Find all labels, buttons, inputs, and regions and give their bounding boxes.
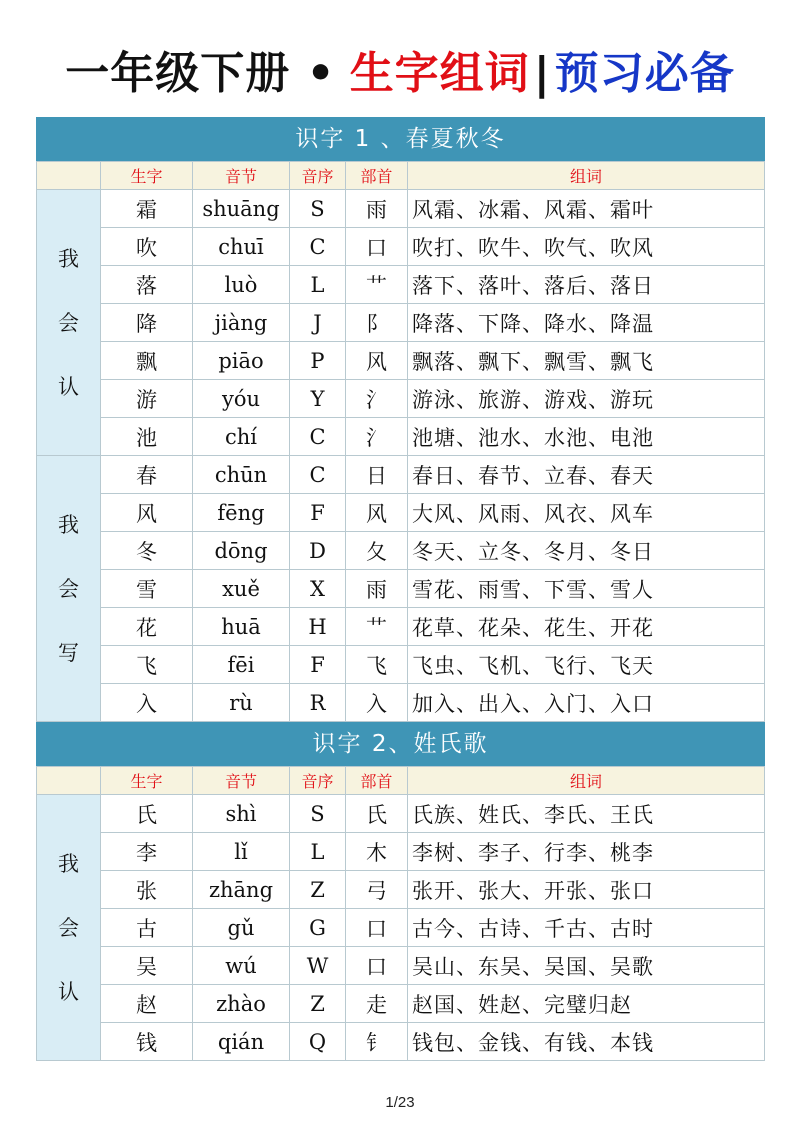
cell-order: H — [290, 608, 346, 646]
cell-pinyin: rù — [193, 684, 290, 722]
vocab-sheet — [36, 117, 765, 1061]
table-row — [37, 684, 765, 722]
cell-pinyin: shì — [193, 795, 290, 833]
group-label-char: 我 — [58, 512, 79, 537]
table-row — [37, 494, 765, 532]
cell-words: 李树、李子、行李、桃李 — [408, 833, 765, 871]
cell-pinyin: wú — [193, 947, 290, 985]
cell-words: 雪花、雨雪、下雪、雪人 — [408, 570, 765, 608]
cell-radical: 口 — [346, 947, 408, 985]
table-row — [37, 532, 765, 570]
cell-order: W — [290, 947, 346, 985]
cell-pinyin: lǐ — [193, 833, 290, 871]
cell-char: 李 — [101, 833, 193, 871]
header-corner — [37, 162, 101, 190]
group-label-char: 会 — [58, 310, 79, 335]
cell-words: 风霜、冰霜、风霜、霜叶 — [408, 190, 765, 228]
table-row — [37, 1023, 765, 1061]
cell-pinyin: jiàng — [193, 304, 290, 342]
table-row — [37, 795, 765, 833]
group-label-char: 认 — [58, 979, 79, 1004]
cell-order: G — [290, 909, 346, 947]
cell-radical: 飞 — [346, 646, 408, 684]
table-row — [37, 190, 765, 228]
table-row — [37, 871, 765, 909]
table-row — [37, 380, 765, 418]
cell-char: 钱 — [101, 1023, 193, 1061]
cell-words: 吴山、东吴、吴国、吴歌 — [408, 947, 765, 985]
title-topic: 生字组词 — [349, 48, 530, 99]
cell-pinyin: yóu — [193, 380, 290, 418]
cell-radical: 弓 — [346, 871, 408, 909]
title-subtitle: 预习必备 — [554, 48, 735, 99]
cell-char: 雪 — [101, 570, 193, 608]
header-pinyin: 音节 — [193, 767, 290, 795]
table-row — [37, 266, 765, 304]
cell-words: 飘落、飘下、飘雪、飘飞 — [408, 342, 765, 380]
cell-order: F — [290, 494, 346, 532]
cell-words: 池塘、池水、水池、电池 — [408, 418, 765, 456]
cell-radical: 艹 — [346, 266, 408, 304]
header-char: 生字 — [101, 162, 193, 190]
title-separator: | — [533, 48, 551, 99]
cell-char: 游 — [101, 380, 193, 418]
section-title: 识字 2、姓氏歌 — [36, 722, 765, 766]
cell-char: 飘 — [101, 342, 193, 380]
cell-words: 吹打、吹牛、吹气、吹风 — [408, 228, 765, 266]
cell-char: 古 — [101, 909, 193, 947]
cell-order: Y — [290, 380, 346, 418]
cell-char: 吹 — [101, 228, 193, 266]
cell-radical: 入 — [346, 684, 408, 722]
cell-radical: 氵 — [346, 380, 408, 418]
cell-order: F — [290, 646, 346, 684]
table-row — [37, 342, 765, 380]
table-row — [37, 646, 765, 684]
cell-char: 赵 — [101, 985, 193, 1023]
table-row — [37, 418, 765, 456]
table-row — [37, 608, 765, 646]
cell-char: 氏 — [101, 795, 193, 833]
cell-order: C — [290, 228, 346, 266]
cell-words: 春日、春节、立春、春天 — [408, 456, 765, 494]
table-row — [37, 947, 765, 985]
header-words: 组词 — [408, 162, 765, 190]
cell-char: 张 — [101, 871, 193, 909]
cell-char: 吴 — [101, 947, 193, 985]
header-order: 音序 — [290, 767, 346, 795]
cell-words: 降落、下降、降水、降温 — [408, 304, 765, 342]
cell-order: R — [290, 684, 346, 722]
cell-words: 飞虫、飞机、飞行、飞天 — [408, 646, 765, 684]
header-order: 音序 — [290, 162, 346, 190]
cell-radical: 口 — [346, 228, 408, 266]
cell-char: 风 — [101, 494, 193, 532]
cell-order: S — [290, 795, 346, 833]
cell-words: 钱包、金钱、有钱、本钱 — [408, 1023, 765, 1061]
cell-radical: 艹 — [346, 608, 408, 646]
cell-pinyin: dōng — [193, 532, 290, 570]
group-label-char: 我 — [58, 851, 79, 876]
title-grade: 一年级下册 • — [65, 48, 336, 99]
vocab-table — [36, 161, 765, 722]
cell-char: 霜 — [101, 190, 193, 228]
cell-order: J — [290, 304, 346, 342]
cell-pinyin: fēng — [193, 494, 290, 532]
header-words: 组词 — [408, 767, 765, 795]
cell-words: 赵国、姓赵、完璧归赵 — [408, 985, 765, 1023]
cell-radical: 夂 — [346, 532, 408, 570]
cell-pinyin: zhāng — [193, 871, 290, 909]
table-row — [37, 985, 765, 1023]
cell-pinyin: piāo — [193, 342, 290, 380]
cell-char: 入 — [101, 684, 193, 722]
cell-order: C — [290, 418, 346, 456]
cell-radical: 日 — [346, 456, 408, 494]
cell-radical: 钅 — [346, 1023, 408, 1061]
cell-words: 加入、出入、入门、入口 — [408, 684, 765, 722]
cell-pinyin: huā — [193, 608, 290, 646]
cell-pinyin: chí — [193, 418, 290, 456]
cell-radical: 雨 — [346, 570, 408, 608]
cell-radical: 氏 — [346, 795, 408, 833]
group-label-char: 认 — [58, 374, 79, 399]
cell-order: L — [290, 833, 346, 871]
cell-order: C — [290, 456, 346, 494]
table-row — [37, 570, 765, 608]
cell-char: 落 — [101, 266, 193, 304]
cell-words: 氏族、姓氏、李氏、王氏 — [408, 795, 765, 833]
cell-radical: 风 — [346, 342, 408, 380]
cell-char: 降 — [101, 304, 193, 342]
cell-pinyin: xuě — [193, 570, 290, 608]
header-char: 生字 — [101, 767, 193, 795]
cell-pinyin: fēi — [193, 646, 290, 684]
cell-radical: 走 — [346, 985, 408, 1023]
cell-order: D — [290, 532, 346, 570]
cell-pinyin: zhào — [193, 985, 290, 1023]
page-title — [0, 44, 800, 104]
cell-pinyin: chūn — [193, 456, 290, 494]
cell-pinyin: chuī — [193, 228, 290, 266]
group-label — [37, 456, 101, 722]
cell-pinyin: qián — [193, 1023, 290, 1061]
cell-radical: 木 — [346, 833, 408, 871]
cell-radical: 阝 — [346, 304, 408, 342]
sheet-content — [36, 117, 765, 1061]
header-radical: 部首 — [346, 767, 408, 795]
cell-order: S — [290, 190, 346, 228]
cell-char: 冬 — [101, 532, 193, 570]
group-label-char: 会 — [58, 915, 79, 940]
cell-pinyin: shuāng — [193, 190, 290, 228]
cell-words: 大风、风雨、风衣、风车 — [408, 494, 765, 532]
cell-radical: 氵 — [346, 418, 408, 456]
cell-words: 张开、张大、开张、张口 — [408, 871, 765, 909]
table-row — [37, 228, 765, 266]
group-label — [37, 795, 101, 1061]
cell-order: P — [290, 342, 346, 380]
cell-words: 古今、古诗、千古、古时 — [408, 909, 765, 947]
table-row — [37, 909, 765, 947]
table-row — [37, 456, 765, 494]
cell-words: 花草、花朵、花生、开花 — [408, 608, 765, 646]
header-pinyin: 音节 — [193, 162, 290, 190]
table-row — [37, 304, 765, 342]
table-row — [37, 833, 765, 871]
cell-radical: 口 — [346, 909, 408, 947]
cell-order: L — [290, 266, 346, 304]
cell-order: Z — [290, 871, 346, 909]
vocab-table — [36, 766, 765, 1061]
group-label-char: 会 — [58, 576, 79, 601]
table-header-row — [37, 162, 765, 190]
cell-order: Q — [290, 1023, 346, 1061]
group-label-char: 写 — [58, 640, 79, 665]
cell-radical: 雨 — [346, 190, 408, 228]
cell-words: 落下、落叶、落后、落日 — [408, 266, 765, 304]
group-label — [37, 190, 101, 456]
cell-pinyin: gǔ — [193, 909, 290, 947]
cell-char: 春 — [101, 456, 193, 494]
header-radical: 部首 — [346, 162, 408, 190]
section-title: 识字 1 、春夏秋冬 — [36, 117, 765, 161]
cell-char: 池 — [101, 418, 193, 456]
page-number: 1/23 — [385, 1094, 415, 1111]
cell-order: X — [290, 570, 346, 608]
cell-radical: 风 — [346, 494, 408, 532]
header-corner — [37, 767, 101, 795]
cell-pinyin: luò — [193, 266, 290, 304]
cell-char: 花 — [101, 608, 193, 646]
table-header-row — [37, 767, 765, 795]
cell-words: 冬天、立冬、冬月、冬日 — [408, 532, 765, 570]
group-label-char: 我 — [58, 246, 79, 271]
cell-words: 游泳、旅游、游戏、游玩 — [408, 380, 765, 418]
cell-char: 飞 — [101, 646, 193, 684]
cell-order: Z — [290, 985, 346, 1023]
